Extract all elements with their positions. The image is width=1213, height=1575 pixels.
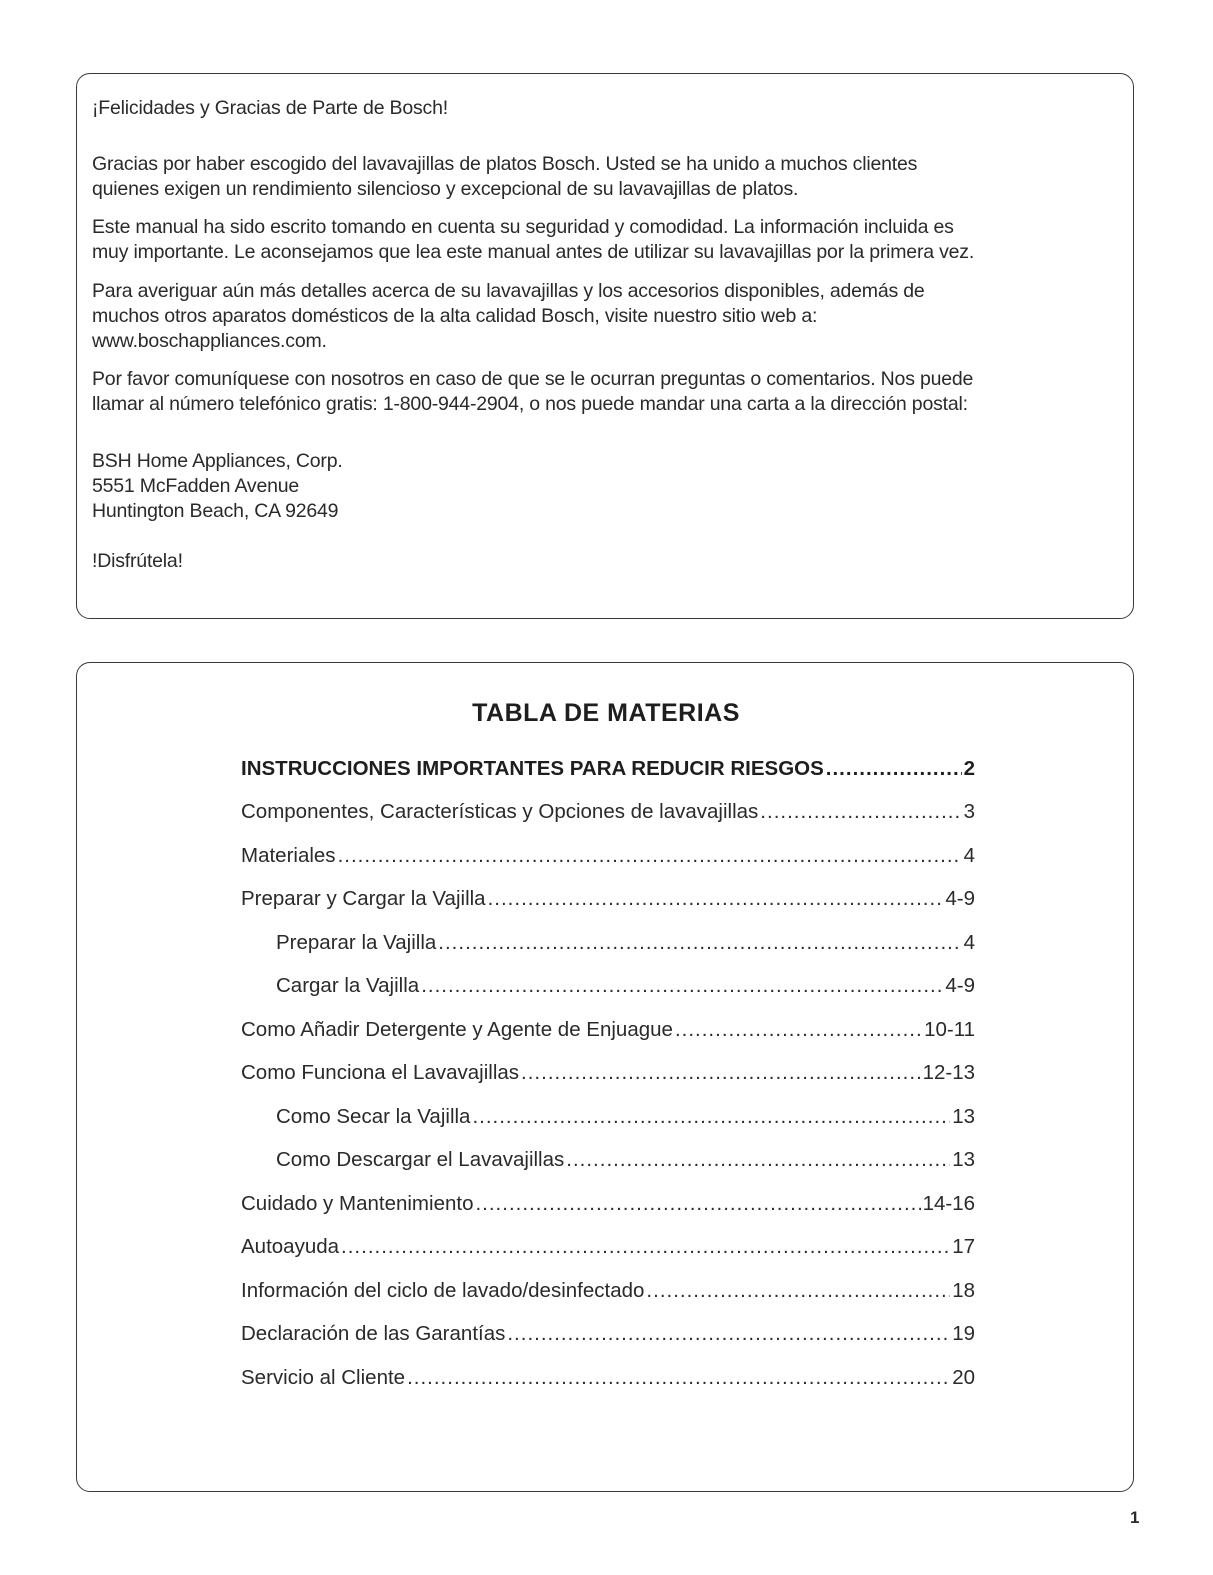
toc-entry-label: Servicio al Cliente	[241, 1366, 406, 1389]
toc-entry-label: Materiales	[241, 844, 336, 867]
page-number: 1	[1130, 1508, 1140, 1527]
welcome-p4-line2: llamar al número telefónico gratis: 1-800-944-2904, o nos puede mandar una carta a la dirección postal:	[92, 393, 968, 415]
toc-entry-label: Autoayuda	[241, 1235, 340, 1258]
toc-title: TABLA DE MATERIAS	[472, 699, 740, 727]
toc-entry-label: INSTRUCCIONES IMPORTANTES PARA REDUCIR RIESGOS	[241, 757, 824, 780]
toc-entry-page: 20	[952, 1366, 975, 1389]
toc-entry	[241, 800, 975, 830]
toc-entry-page: 4	[963, 844, 975, 867]
toc-leader-dots	[507, 1322, 950, 1346]
welcome-p3-line1: Para averiguar aún más detalles acerca de su lavavajillas y los accesorios disponibles, además de	[92, 280, 925, 302]
toc-entry	[241, 1279, 975, 1309]
toc-entry-label: Como Descargar el Lavavajillas	[276, 1148, 565, 1171]
welcome-p2-line1: Este manual ha sido escrito tomando en cuenta su seguridad y comodidad. La información incluida es	[92, 216, 954, 238]
welcome-closing: !Disfrútela!	[92, 550, 183, 572]
toc-entry-label: Cargar la Vajilla	[276, 974, 420, 997]
toc-subentry	[276, 1148, 975, 1178]
toc-entry-page: 14-16	[922, 1192, 975, 1215]
toc-entry	[241, 1366, 975, 1396]
toc-subentry	[276, 974, 975, 1004]
toc-subentry	[276, 931, 975, 961]
toc-entry-page: 13	[952, 1148, 975, 1171]
toc-entry-page: 4-9	[945, 887, 975, 910]
welcome-p1-line2: quienes exigen un rendimiento silencioso y excepcional de su lavavajillas de platos.	[92, 178, 799, 200]
toc-entry-page: 12-13	[922, 1061, 975, 1084]
toc-entry	[241, 1192, 975, 1222]
toc-entry-label: Como Añadir Detergente y Agente de Enjuague	[241, 1018, 673, 1041]
toc-entry-page: 17	[952, 1235, 975, 1258]
toc-leader-dots	[675, 1018, 922, 1042]
toc-entry-page: 19	[952, 1322, 975, 1345]
toc-leader-dots	[521, 1061, 921, 1085]
table-of-contents	[76, 662, 1134, 1492]
toc-entry	[241, 1018, 975, 1048]
toc-leader-dots	[407, 1366, 950, 1390]
welcome-p4-line1: Por favor comuníquese con nosotros en caso de que se le ocurran preguntas o comentarios. Nos puede	[92, 368, 974, 390]
toc-leader-dots	[826, 757, 962, 781]
welcome-greeting: ¡Felicidades y Gracias de Parte de Bosch!	[92, 97, 448, 119]
toc-entry	[241, 1235, 975, 1265]
toc-entry	[241, 887, 975, 917]
website-url: www.boschappliances.com.	[92, 330, 327, 352]
toc-entry-label: Como Funciona el Lavavajillas	[241, 1061, 520, 1084]
welcome-p3-line2: muchos otros aparatos domésticos de la alta calidad Bosch, visite nuestro sitio web a:	[92, 305, 818, 327]
toc-leader-dots	[646, 1279, 950, 1303]
toc-leader-dots	[472, 1105, 950, 1129]
toc-entry-label: Declaración de las Garantías	[241, 1322, 506, 1345]
toc-leader-dots	[488, 887, 944, 911]
toc-entry-label: Componentes, Características y Opciones de lavavajillas	[241, 800, 759, 823]
toc-leader-dots	[760, 800, 961, 824]
toc-leader-dots	[421, 974, 943, 998]
toc-entry-page: 18	[952, 1279, 975, 1302]
toc-leader-dots	[341, 1235, 950, 1259]
welcome-box	[76, 73, 1134, 619]
toc-entry	[241, 757, 975, 787]
toc-subentry	[276, 1105, 975, 1135]
toc-leader-dots	[338, 844, 962, 868]
toc-entry	[241, 1322, 975, 1352]
address-line-city: Huntington Beach, CA 92649	[92, 500, 339, 522]
toc-entry-page: 13	[952, 1105, 975, 1128]
address-line-street: 5551 McFadden Avenue	[92, 475, 300, 497]
toc-entry-page: 4-9	[945, 974, 975, 997]
toc-entry-page: 10-11	[924, 1018, 975, 1041]
toc-entry-page: 2	[963, 757, 975, 780]
address-line-company: BSH Home Appliances, Corp.	[92, 450, 343, 472]
welcome-p1-line1: Gracias por haber escogido del lavavajillas de platos Bosch. Usted se ha unido a muchos clientes	[92, 153, 918, 175]
toc-entry-label: Preparar y Cargar la Vajilla	[241, 887, 486, 910]
toc-entry	[241, 844, 975, 874]
toc-entry-page: 3	[963, 800, 975, 823]
toc-entry-label: Como Secar la Vajilla	[276, 1105, 471, 1128]
toc-entry-label: Preparar la Vajilla	[276, 931, 437, 954]
toc-entry-page: 4	[963, 931, 975, 954]
toc-leader-dots	[438, 931, 961, 955]
toc-entry	[241, 1061, 975, 1091]
toc-entry-label: Cuidado y Mantenimiento	[241, 1192, 474, 1215]
toc-entry-label: Información del ciclo de lavado/desinfectado	[241, 1279, 645, 1302]
toc-leader-dots	[475, 1192, 920, 1216]
toc-leader-dots	[566, 1148, 950, 1172]
welcome-p2-line2: muy importante. Le aconsejamos que lea este manual antes de utilizar su lavavajillas por la primera vez.	[92, 241, 975, 263]
